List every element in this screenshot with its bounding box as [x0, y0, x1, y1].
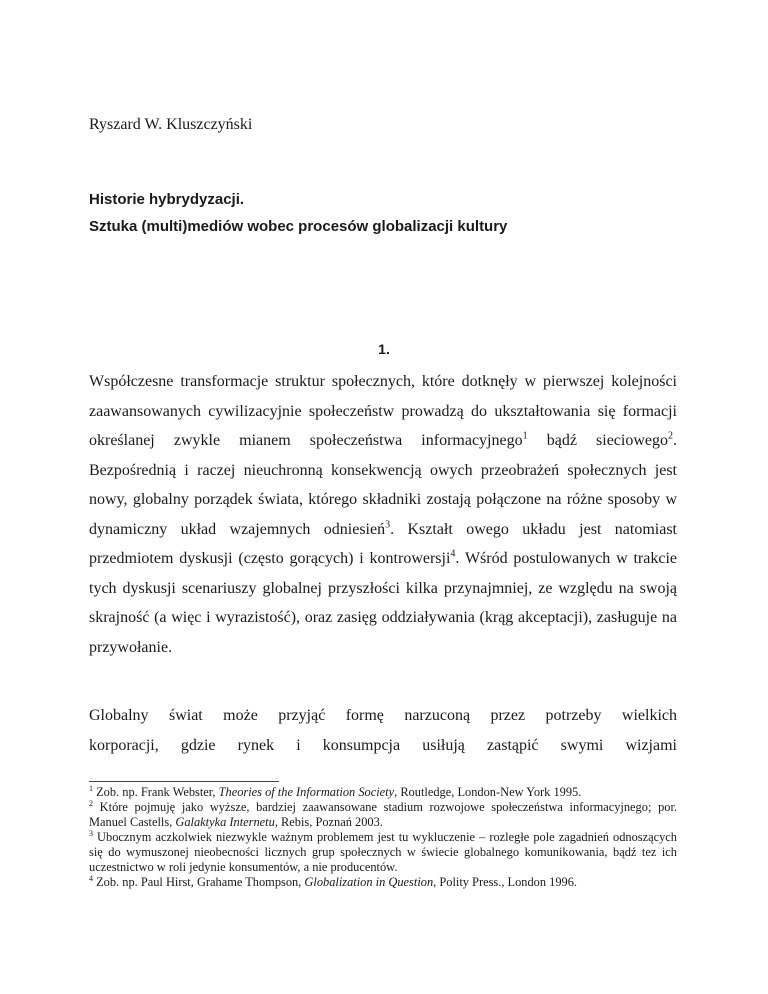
footnote-ref-1[interactable]: 1: [522, 430, 528, 442]
title-line-2: Sztuka (multi)mediów wobec procesów globalizacji kultury: [89, 218, 508, 235]
footnote-ref-2[interactable]: 2: [668, 430, 673, 442]
footnote-4-post: , Polity Press., London 1996.: [433, 875, 578, 889]
footnote-3: [89, 830, 677, 875]
footnote-1-pre: Zob. np. Frank Webster,: [93, 785, 219, 799]
footnote-4-number: 4: [89, 873, 93, 883]
footnote-4-title: Globalization in Question: [304, 875, 434, 889]
paragraph-2-line-1: Globalny świat może przyjąć formę narzuconą przez potrzeby wielkich: [89, 707, 677, 724]
paragraph-1-text-e: . Wśród postulowanych w trakcie tych dyskusji scenariuszy globalnej przyszłości kilka przynajmniej, ze względu na swoją skrajność (a więc i wyrazistość), oraz zasięg oddziaływania (krąg akceptacji), zasługuje na przywołanie.: [89, 550, 677, 656]
footnote-separator: [89, 781, 279, 782]
footnote-4-pre: Zob. np. Paul Hirst, Grahame Thompson,: [93, 875, 305, 889]
footnote-2-title: Galaktyka Internetu: [175, 815, 275, 829]
section-number: 1.: [378, 341, 390, 357]
footnote-1-title: Theories of the Information Society: [218, 785, 395, 799]
footnote-ref-3[interactable]: 3: [385, 519, 391, 531]
paragraph-1-text-d: . Kształt owego układu jest natomiast przedmiotem dyskusji (często gorących) i kontrowersji: [89, 520, 677, 567]
footnote-2-post: , Rebis, Poznań 2003.: [274, 815, 383, 829]
paragraph-1-text-a: Współczesne transformacje struktur społecznych, które dotknęły w pierwszej kolejności zaawansowanych cywilizacyjnie społeczeństw prowadzą do ukształtowania się formacji określanej zwykle mianem społeczeństwa informacyjnego: [89, 373, 677, 449]
footnote-1-post: , Routledge, London-New York 1995.: [394, 785, 582, 799]
footnote-1-number: 1: [89, 783, 93, 793]
paragraph-1-text-b: bądź sieciowego: [527, 432, 668, 449]
footnote-3-number: 3: [89, 828, 93, 838]
paragraph-2: [89, 701, 677, 760]
footnote-2-pre: Które pojmuję jako wyższe, bardziej zaawansowane stadium rozwojowe społeczeństwa informacyjnego; por. Manuel Castells,: [89, 800, 677, 829]
footnote-1: [89, 785, 677, 800]
title-line-1: Historie hybrydyzacji.: [89, 191, 245, 208]
footnote-4: [89, 875, 677, 890]
paragraph-2-line-2: korporacji, gdzie rynek i konsumpcja usiłują zastąpić swymi wizjami: [89, 736, 677, 754]
footnote-2-number: 2: [89, 798, 93, 808]
footnote-ref-4[interactable]: 4: [450, 548, 456, 560]
paragraph-1: [89, 367, 677, 662]
footnotes: [89, 785, 677, 890]
paragraph-1-text-c: . Bezpośrednią i raczej nieuchronną konsekwencją owych przeobrażeń społecznych jest nowy, globalny porządek świata, którego składniki zostają połączone na różne sposoby w dynamiczny układ wzajemnych odniesień: [89, 432, 677, 538]
footnote-3-text: Ubocznym aczkolwiek niezwykle ważnym problemem jest tu wykluczenie – rozległe pole zagadnień odnoszących się do wymuszonej nieobecności licznych grup społecznych w świecie globalnego komunikowania, bądź tez ich uczestnictwo w roli jedynie konsumentów, a nie producentów.: [89, 830, 677, 874]
author-name: Ryszard W. Kluszczyński: [89, 116, 253, 133]
footnote-2: [89, 800, 677, 830]
